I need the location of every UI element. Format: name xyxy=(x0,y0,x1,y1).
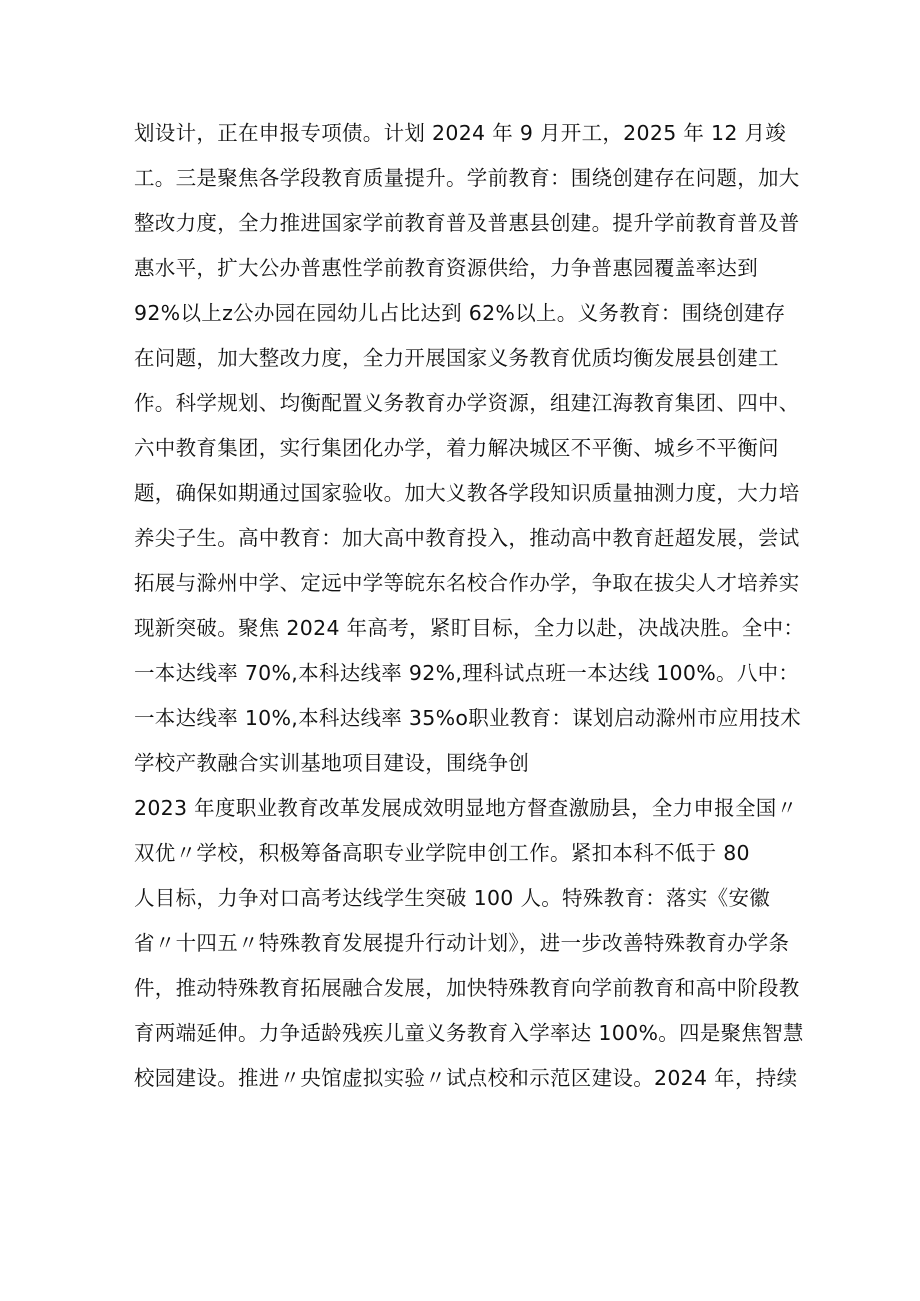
text-line: 惠水平，扩大公办普惠性学前教育资源供给，力争普惠园覆盖率达到 xyxy=(134,256,758,280)
text-line: 工。三是聚焦各学段教育质量提升。学前教育：围绕创建存在问题，加大 xyxy=(134,166,800,190)
text-line: 育两端延伸。力争适龄残疾儿童义务教育入学率达 100%。四是聚焦智慧 xyxy=(134,1021,804,1045)
text-line: 养尖子生。高中教育：加大高中教育投入，推动高中教育赶超发展，尝试 xyxy=(134,526,800,550)
text-line: 整改力度，全力推进国家学前教育普及普惠县创建。提升学前教育普及普 xyxy=(134,211,800,235)
text-line: 在问题，加大整改力度，全力开展国家义务教育优质均衡发展县创建工 xyxy=(134,346,779,370)
text-line: 人目标，力争对口高考达线学生突破 100 人。特殊教育：落实《安徽 xyxy=(134,886,771,910)
text-line: 校园建设。推进〃央馆虚拟实验〃试点校和示范区建设。2024 年，持续 xyxy=(134,1066,798,1090)
text-line: 2023 年度职业教育改革发展成效明显地方督查激励县，全力申报全国〃 xyxy=(134,796,798,820)
text-line: 拓展与滁州中学、定远中学等皖东名校合作办学，争取在拔尖人才培养实 xyxy=(134,571,800,595)
text-line: 六中教育集团，实行集团化办学，着力解决城区不平衡、城乡不平衡问 xyxy=(134,436,779,460)
text-line: 作。科学规划、均衡配置义务教育办学资源，组建江海教育集团、四中、 xyxy=(134,391,800,415)
text-line: 一本达线率 10%,本科达线率 35%o职业教育：谋划启动滁州市应用技术 xyxy=(134,706,802,730)
text-line: 件，推动特殊教育拓展融合发展，加快特殊教育向学前教育和高中阶段教 xyxy=(134,976,800,1000)
text-line: 学校产教融合实训基地项目建设，围绕争创 xyxy=(134,751,530,775)
text-line: 双优〃学校，积极筹备高职专业学院申创工作。紧扣本科不低于 80 xyxy=(134,841,750,865)
text-line: 划设计，正在申报专项债。计划 2024 年 9 月开工，2025 年 12 月竣 xyxy=(134,121,787,145)
text-line: 省〃十四五〃特殊教育发展提升行动计划》，进一步改善特殊教育办学条 xyxy=(134,931,790,955)
text-line: 92%以上z公办园在园幼儿占比达到 62%以上。义务教育：围绕创建存 xyxy=(134,301,786,325)
text-line: 题，确保如期通过国家验收。加大义教各学段知识质量抽测力度，大力培 xyxy=(134,481,800,505)
text-line: 现新突破。聚焦 2024 年高考，紧盯目标，全力以赴，决战决胜。全中： xyxy=(134,616,805,640)
text-line: 一本达线率 70%,本科达线率 92%,理科试点班一本达线 100%。八中： xyxy=(134,661,800,685)
